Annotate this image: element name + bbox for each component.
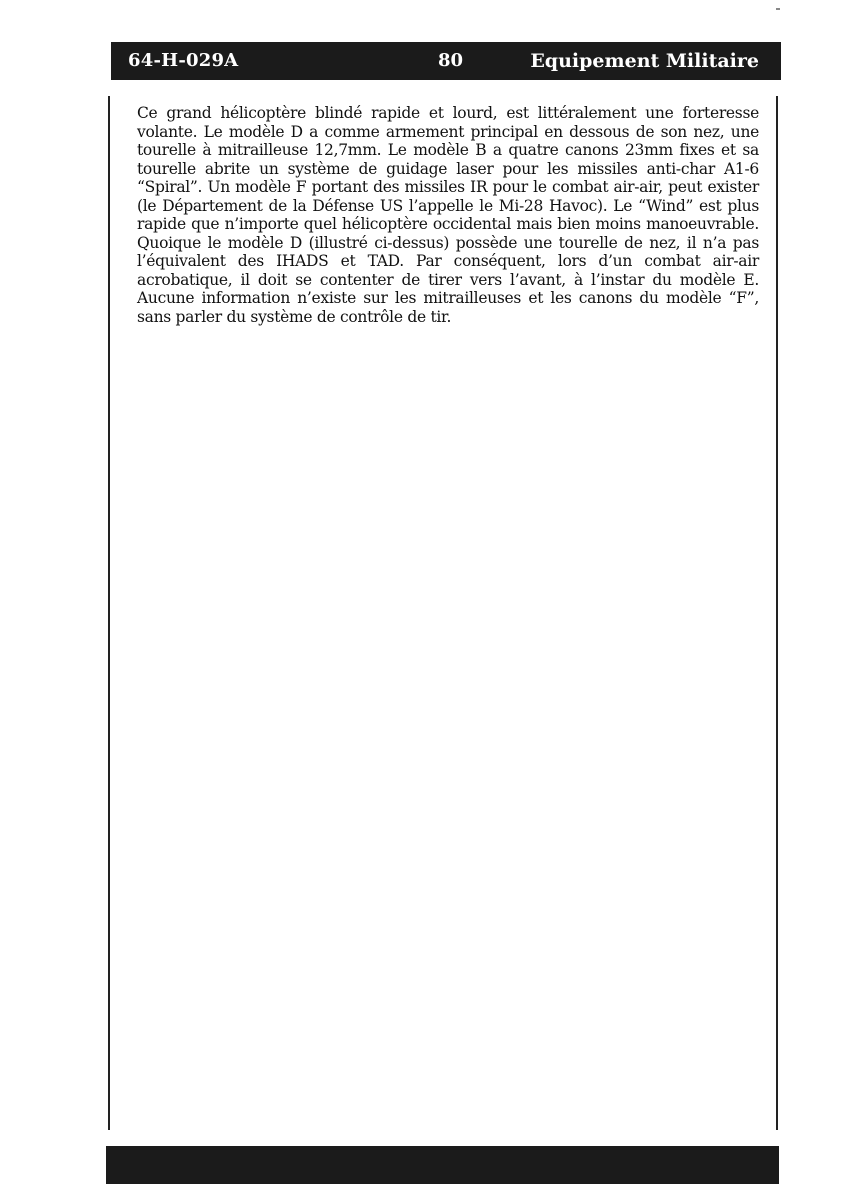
section-title: Equipement Militaire [530,50,759,72]
page-footer [106,1146,779,1184]
document-id: 64-H-029A [128,50,239,71]
page-header [111,42,781,80]
left-margin-rule [108,96,110,1130]
right-margin-rule [776,96,778,1130]
body-paragraph: Ce grand hélicoptère blindé rapide et lourd, est littéralement une forteresse volante. Le modèle D a comme armement principal en dessous de son nez, une tourelle à mitrailleuse 12,7mm. Le modèle B a quatre canons 23mm fixes et sa tourelle abrite un système de guidage laser pour les missiles anti-char A1-6 “Spiral”. Un modèle F portant des missiles IR pour le combat air-air, peut exister (le Département de la Défense US l’appelle le Mi-28 Havoc). Le “Wind” est plus rapide que n’importe quel hélicoptère occidental mais bien moins manoeuvrable. Quoique le modèle D (illustré ci-dessus) possède une tourelle de nez, il n’a pas l’équivalent des IHADS et TAD. Par conséquent, lors d’un combat air-air acrobatique, il doit se contenter de tirer vers l’avant, à l’instar du modèle E. Aucune information n’existe sur les mitrailleuses et les canons du modèle “F”, sans parler du système de contrôle de tir. [137,104,759,326]
page-number: 80 [438,50,464,71]
scan-mark [776,8,780,10]
